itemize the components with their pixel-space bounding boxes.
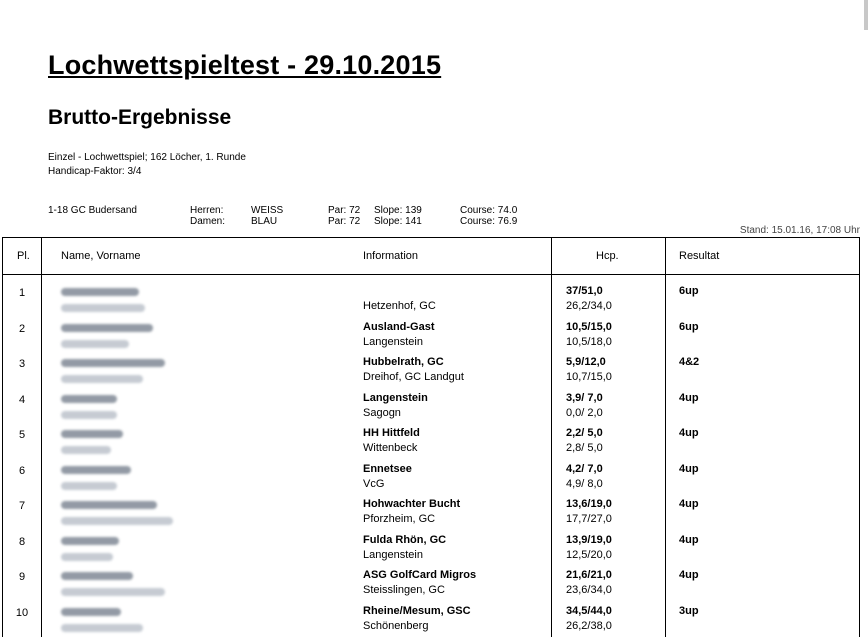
competition-info: Einzel - Lochwettspiel; 162 Löcher, 1. Runde [48, 152, 246, 163]
redacted-partner-name [61, 624, 143, 632]
handicap-partner: 26,2/34,0 [566, 300, 612, 312]
match-result: 4up [679, 533, 699, 546]
match-result: 4up [679, 391, 699, 404]
handicap-partner: 26,2/38,0 [566, 619, 612, 632]
match-result: 4up [679, 498, 699, 510]
handicap-player: 4,2/ 7,0 [566, 462, 603, 475]
redacted-partner-name [61, 304, 145, 312]
table-row [3, 568, 859, 606]
club-info-player: Langenstein [363, 391, 428, 404]
place-number: 6 [18, 464, 26, 477]
match-result: 4up [679, 569, 699, 581]
club-info-partner: Hetzenhof, GC [363, 300, 436, 312]
match-result: 4up [679, 462, 699, 475]
redacted-player-name [61, 572, 133, 580]
redacted-partner-name [61, 375, 143, 383]
club-info-player: HH Hittfeld [363, 427, 420, 439]
table-row [3, 284, 859, 322]
herren-tee: WEISS [251, 205, 284, 216]
table-row [3, 462, 859, 500]
club-info-partner: Sagogn [363, 406, 401, 419]
table-row [3, 426, 859, 464]
redacted-partner-name [61, 446, 111, 454]
handicap-partner: 17,7/27,0 [566, 513, 612, 525]
redacted-partner-name [61, 340, 129, 348]
place-number: 5 [18, 429, 26, 441]
place-number: 4 [18, 393, 26, 406]
redacted-player-name [61, 324, 153, 332]
handicap-partner: 2,8/ 5,0 [566, 442, 603, 454]
handicap-factor: Handicap-Faktor: 3/4 [48, 166, 142, 177]
herren-par: Par: 72 [328, 205, 361, 216]
damen-label: Damen: [190, 216, 226, 227]
handicap-player: 5,9/12,0 [566, 356, 606, 368]
club-info-player: Hubbelrath, GC [363, 356, 444, 368]
club-info-player: ASG GolfCard Migros [363, 569, 477, 581]
club-info-partner: Langenstein [363, 548, 423, 561]
header-resultat: Resultat [679, 250, 720, 262]
club-info-partner: Schönenberg [363, 619, 429, 632]
handicap-partner: 0,0/ 2,0 [566, 406, 603, 419]
damen-par: Par: 72 [328, 216, 361, 227]
table-row [3, 355, 859, 393]
redacted-partner-name [61, 482, 117, 490]
handicap-player: 13,6/19,0 [566, 498, 612, 510]
club-info-partner: VcG [363, 477, 385, 490]
damen-course: Course: 76.9 [460, 216, 518, 227]
header-hcp: Hcp. [596, 250, 619, 262]
stand-timestamp: Stand: 15.01.16, 17:08 Uhr [739, 225, 860, 236]
page-title: Lochwettspieltest - 29.10.2015 [48, 50, 442, 80]
redacted-player-name [61, 466, 131, 474]
handicap-player: 37/51,0 [566, 285, 603, 297]
handicap-player: 3,9/ 7,0 [566, 391, 603, 404]
match-result: 6up [679, 320, 699, 333]
table-row [3, 533, 859, 571]
handicap-partner: 10,7/15,0 [566, 371, 612, 383]
results-table [2, 237, 860, 637]
handicap-player: 10,5/15,0 [566, 320, 612, 333]
header-information: Information [363, 250, 419, 262]
herren-label: Herren: [190, 205, 224, 216]
club-info-player: Rheine/Mesum, GSC [363, 604, 471, 617]
club-info-partner: Langenstein [363, 335, 423, 348]
place-number: 3 [18, 358, 26, 370]
table-row [3, 320, 859, 358]
redacted-partner-name [61, 588, 165, 596]
redacted-player-name [61, 501, 157, 509]
table-row [3, 604, 859, 642]
club-info-player: Fulda Rhön, GC [363, 533, 447, 546]
club-info-player: Ausland-Gast [363, 320, 435, 333]
handicap-player: 21,6/21,0 [566, 569, 612, 581]
redacted-player-name [61, 288, 139, 296]
place-number: 9 [18, 571, 26, 583]
match-result: 4&2 [679, 356, 700, 368]
handicap-partner: 23,6/34,0 [566, 584, 612, 596]
redacted-partner-name [61, 517, 173, 525]
club-info-player: Ennetsee [363, 462, 412, 475]
scrollbar-thumb[interactable] [864, 0, 868, 30]
redacted-partner-name [61, 411, 117, 419]
page-subtitle: Brutto-Ergebnisse [48, 106, 232, 129]
club-info-player: Hohwachter Bucht [363, 498, 461, 510]
place-number: 8 [18, 535, 26, 548]
place-number: 7 [18, 500, 26, 512]
redacted-player-name [61, 395, 117, 403]
damen-slope: Slope: 141 [374, 216, 422, 227]
club-info-partner: Pforzheim, GC [363, 513, 436, 525]
redacted-player-name [61, 359, 165, 367]
table-row [3, 391, 859, 429]
header-pl: Pl. [17, 250, 30, 262]
handicap-partner: 12,5/20,0 [566, 548, 612, 561]
redacted-player-name [61, 537, 119, 545]
damen-tee: BLAU [251, 216, 278, 227]
match-result: 3up [679, 604, 699, 617]
club-info-partner: Steisslingen, GC [363, 584, 445, 596]
herren-slope: Slope: 139 [374, 205, 422, 216]
redacted-player-name [61, 608, 121, 616]
header-name: Name, Vorname [61, 250, 141, 262]
place-number: 1 [18, 287, 26, 299]
club-info-partner: Dreihof, GC Landgut [363, 371, 464, 383]
course-name: 1-18 GC Budersand [48, 205, 137, 216]
handicap-player: 34,5/44,0 [566, 604, 612, 617]
place-number: 10 [15, 606, 29, 619]
match-result: 4up [679, 427, 699, 439]
redacted-partner-name [61, 553, 113, 561]
handicap-player: 13,9/19,0 [566, 533, 612, 546]
place-number: 2 [18, 322, 26, 335]
handicap-partner: 4,9/ 8,0 [566, 477, 603, 490]
club-info-partner: Wittenbeck [363, 442, 418, 454]
herren-course: Course: 74.0 [460, 205, 518, 216]
redacted-player-name [61, 430, 123, 438]
table-header [3, 238, 859, 275]
handicap-player: 2,2/ 5,0 [566, 427, 603, 439]
match-result: 6up [679, 285, 699, 297]
handicap-partner: 10,5/18,0 [566, 335, 612, 348]
table-row [3, 497, 859, 535]
